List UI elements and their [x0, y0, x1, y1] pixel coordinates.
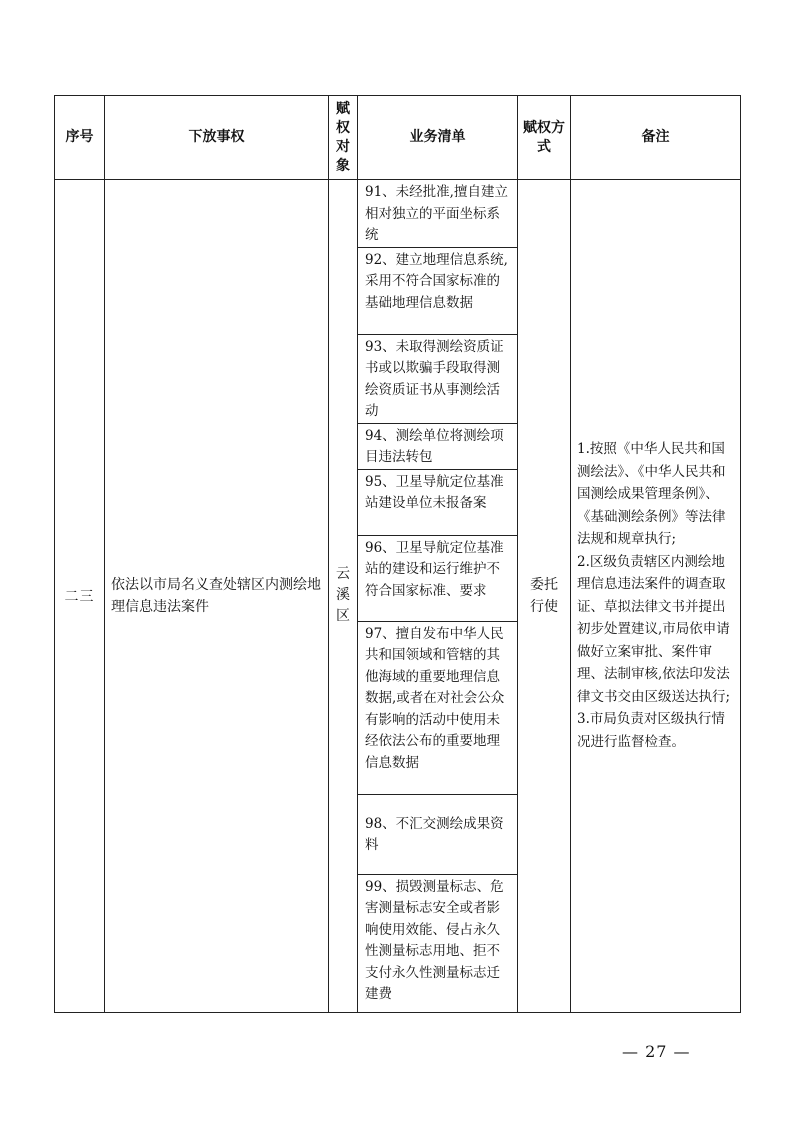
authority-table	[54, 95, 741, 1013]
header-notes: 备注	[571, 96, 741, 180]
business-item-91: 91、未经批准,擅自建立相对独立的平面坐标系统	[358, 180, 518, 248]
header-business: 业务清单	[358, 96, 518, 180]
page-number: — 27 —	[622, 1042, 691, 1061]
business-item-98: 98、不汇交测绘成果资料	[358, 794, 518, 874]
business-item-97: 97、擅自发布中华人民共和国领域和管辖的其他海域的重要地理信息数据,或者在对社会公众有影响的活动中使用未经依法公布的重要地理信息数据	[358, 621, 518, 794]
header-mode: 赋权方式	[518, 96, 571, 180]
row-notes-cell	[571, 180, 741, 1013]
business-item-99: 99、损毁测量标志、危害测量标志安全或者影响使用效能、侵占永久性测量标志用地、拒不支付永久性测量标志迁建费	[358, 874, 518, 1012]
header-object: 赋权对象	[329, 96, 358, 180]
business-item-95: 95、卫星导航定位基准站建设单位未报备案	[358, 469, 518, 535]
table-row	[55, 180, 741, 248]
business-item-93: 93、未取得测绘资质证书或以欺骗手段取得测绘资质证书从事测绘活动	[358, 334, 518, 423]
business-item-92: 92、建立地理信息系统,采用不符合国家标准的基础地理信息数据	[358, 247, 518, 334]
row-mode-cell: 委托行使	[518, 180, 571, 1013]
row-matter-cell: 依法以市局名义查处辖区内测绘地理信息违法案件	[105, 180, 329, 1013]
header-seq: 序号	[55, 96, 105, 180]
notes-text: 1.按照《中华人民共和国测绘法》、《中华人民共和国测绘成果管理条例》、《基础测绘条例》等法律法规和规章执行; 2.区级负责辖区内测绘地理信息违法案件的调查取证、草拟法律文书并提出初步处置建议,市局依申请做好立案审批、案件审理、法制审核,依法印发法律文书交由区级送达执行; 3.市局负责对区级执行情况进行监督检查。	[577, 441, 731, 750]
header-matter: 下放事权	[105, 96, 329, 180]
business-item-96: 96、卫星导航定位基准站的建设和运行维护不符合国家标准、要求	[358, 535, 518, 621]
row-seq-cell: 二三	[55, 180, 105, 1013]
business-item-94: 94、测绘单位将测绘项目违法转包	[358, 423, 518, 469]
header-row	[55, 96, 741, 180]
row-object-cell: 云溪区	[329, 180, 358, 1013]
